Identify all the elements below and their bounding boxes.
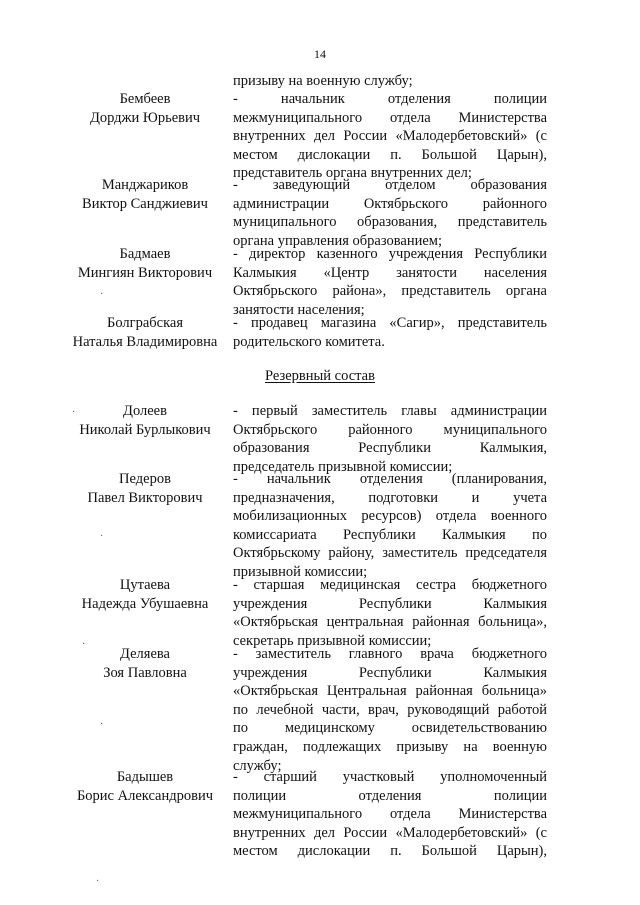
role-line: местом дислокации п. Большой Царын), [233,146,547,163]
role-line: муниципального образования, представитель [233,214,547,231]
role-line: «Октябрьская Центральная районная больница» [233,683,547,700]
member-surname: Бадышев [116,769,174,785]
role-line: председатель призывной комиссии; [233,458,453,475]
role-line: представитель органа внутренних дел; [233,165,472,182]
role-line: секретарь призывной комиссии; [233,632,432,649]
member-role [233,645,547,775]
page-number: 14 [314,47,326,61]
member-name [62,576,228,613]
member-surname: Манджариков [101,177,189,193]
member-name [62,768,228,805]
role-line: предназначения, подготовки и учета [233,489,547,506]
member-name [62,245,228,282]
role-line: службу; [233,757,282,774]
member-surname: Педеров [119,471,171,487]
member-given-name: Николай Бурлыкович [79,421,211,438]
role-line: - директор казенного учреждения Республики [233,246,547,262]
member-name [62,314,228,351]
role-line: Октябрьскому району, заместитель председателя [233,545,547,562]
member-given-name: Надежда Убушаевна [81,595,209,612]
scan-speck: · [100,289,104,300]
member-given-name: Мингиян Викторович [77,264,213,281]
member-surname: Цутаева [119,577,171,593]
scan-speck: · [72,407,76,418]
role-line: занятости населения; [233,301,365,318]
member-surname: Болграбская [107,315,183,331]
member-role [233,402,547,476]
member-given-name: Виктор Санджиевич [82,195,208,212]
role-line: - начальник отделения полиции [233,91,547,107]
member-surname: Долеев [123,403,167,419]
role-line: мобилизационных ресурсов) отдела военного [233,508,547,525]
member-name [62,470,228,507]
role-line: призыву на военную службу; [233,73,413,89]
role-line: внутренних дел России «Малодербетовский» (с [233,824,547,841]
member-given-name: Зоя Павловна [103,664,187,681]
member-role [233,576,547,650]
member-role [233,470,547,582]
member-role [233,245,547,319]
member-surname: Деляева [120,646,170,662]
role-line: комиссариата Республики Калмыкия по [233,526,547,543]
section-heading-reserve [0,367,640,386]
role-line: призывной комиссии; [233,563,368,580]
member-name [62,176,228,213]
role-line: полиции отделения полиции [233,787,547,804]
scan-speck: · [100,531,104,542]
role-line: - первый заместитель главы администрации [233,403,547,419]
role-line: Октябрьского районного муниципального [233,421,547,438]
role-line: Октябрьского района», представитель органа [233,283,547,300]
member-name [62,645,228,682]
member-role [233,314,547,351]
scan-speck: · [82,639,86,650]
role-line: Калмыкия «Центр занятости населения [233,264,547,281]
member-name [62,90,228,127]
role-line: органа управления образованием; [233,232,442,249]
role-line: учреждения Республики Калмыкия [233,595,547,612]
scan-speck: · [100,719,104,730]
role-line: местом дислокации п. Большой Царын), [233,843,547,860]
role-line: - начальник отделения (планирования, [233,471,547,487]
role-line: граждан, подлежащих призыву на военную [233,738,547,755]
role-line: - старший участковый уполномоченный [233,769,547,785]
role-line: родительского комитета. [233,333,385,350]
scan-speck: · [96,876,100,887]
member-surname: Бадмаев [119,246,171,262]
role-line: - продавец магазина «Сагир», представитель [233,315,547,331]
role-line: - старшая медицинская сестра бюджетного [233,577,547,593]
role-line: администрации Октябрьского районного [233,195,547,212]
role-line: - заведующий отделом образования [233,177,547,193]
role-line: по медицинскому освидетельствованию [233,720,547,737]
member-role [233,768,547,861]
role-line: - заместитель главного врача бюджетного [233,646,547,662]
member-role [233,90,547,183]
member-role [233,72,547,91]
role-line: внутренних дел России «Малодербетовский» (с [233,128,547,145]
role-line: «Октябрьская центральная районная больница», [233,614,547,631]
section-heading-text: Резервный состав [265,368,375,384]
member-given-name: Наталья Владимировна [72,333,218,350]
member-given-name: Борис Александрович [76,787,214,804]
role-line: межмуниципального отдела Министерства [233,109,547,126]
role-line: учреждения Республики Калмыкия [233,664,547,681]
member-name [62,402,228,439]
role-line: межмуниципального отдела Министерства [233,806,547,823]
role-line: образования Республики Калмыкия, [233,440,547,457]
member-given-name: Дорджи Юрьевич [89,109,201,126]
member-surname: Бембеев [119,91,171,107]
role-line: по лечебной части, врач, руководящий работой [233,701,547,718]
member-role [233,176,547,250]
member-given-name: Павел Викторович [87,489,203,506]
